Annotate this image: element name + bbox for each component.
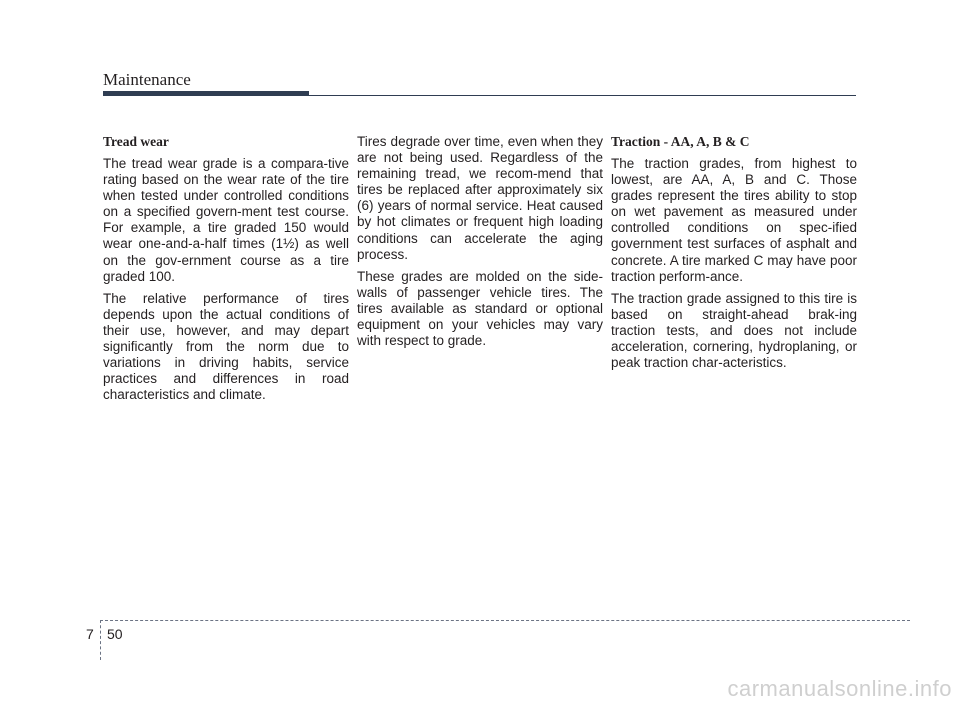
chapter-number: 7 [86, 626, 94, 642]
section-title: Maintenance [103, 70, 191, 89]
paragraph: The traction grade assigned to this tire is based on straight-ahead brak-ing traction tests, and does not include acceleration, cornering, hydroplaning, or peak traction char-acteristics. [611, 290, 857, 371]
page-number: 50 [107, 626, 123, 642]
paragraph: Tires degrade over time, even when they are not being used. Regardless of the remaining tread, we recom-mend that tires be replaced after approximately six (6) years of normal service. Heat caused by hot climates or frequent high loading conditions can accelerate the aging process. [357, 134, 603, 262]
footer-rule [100, 620, 910, 621]
header-rule [103, 95, 856, 96]
heading-tread-wear: Tread wear [103, 134, 169, 149]
column-3 [611, 134, 857, 377]
footer-divider [100, 620, 101, 660]
paragraph: The relative performance of tires depends upon the actual conditions of their use, however, and may depart significantly from the norm due to variations in driving habits, service practices and differences in road characteristics and climate. [103, 290, 349, 403]
heading-traction: Traction - AA, A, B & C [611, 134, 750, 149]
paragraph: These grades are molded on the side-walls of passenger vehicle tires. The tires available as standard or optional equipment on your vehicles may vary with respect to grade. [357, 268, 603, 349]
column-2 [357, 134, 603, 355]
paragraph: The traction grades, from highest to lowest, are AA, A, B and C. Those grades represent the tires ability to stop on wet pavement as measured under controlled conditions on spec-ified government test surfaces of asphalt and concrete. A tire marked C may have poor traction perform-ance. [611, 156, 857, 284]
column-1 [103, 134, 349, 409]
paragraph: The tread wear grade is a compara-tive rating based on the wear rate of the tire when tested under controlled conditions on a specified govern-ment test course. For example, a tire graded 150 would wear one-and-a-half times (1½) as well on the gov-ernment course as a tire graded 100. [103, 156, 349, 284]
watermark: carmanualsonline.info [727, 676, 952, 701]
